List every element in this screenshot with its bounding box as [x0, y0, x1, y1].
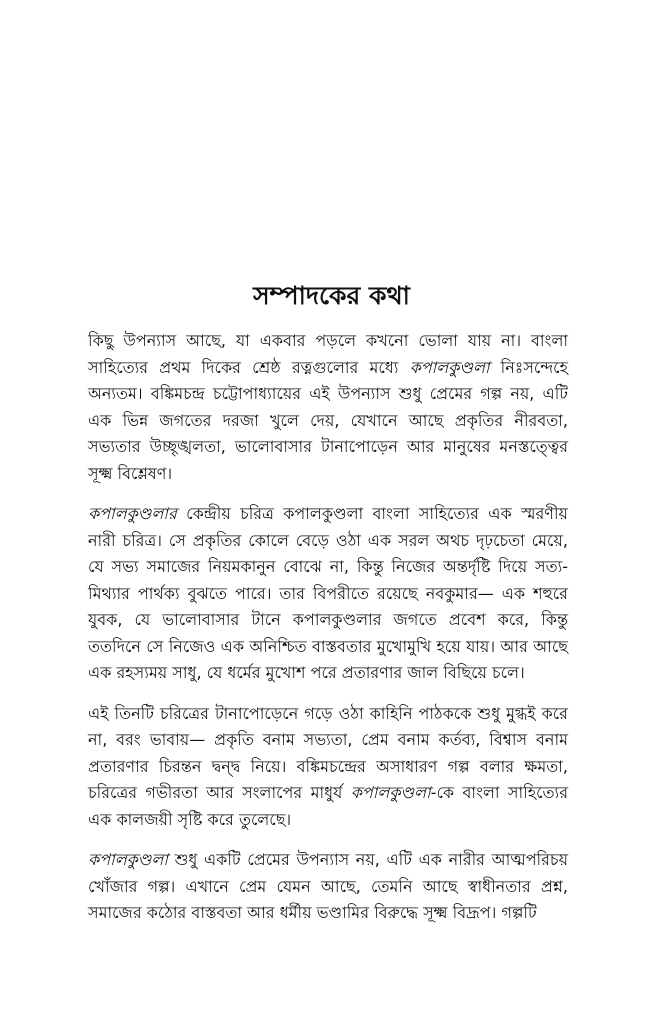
paragraph-1-text: কিছু উপন্যাস আছে, যা একবার পড়লে কখনো ভোলা যায় না। বাংলা সাহিত্যের প্রথম দিকের শ্রেষ্ঠ রত্নগুলোর মধ্যে [88, 331, 568, 377]
paragraph-4-text: শুধু একটি প্রেমের উপন্যাস নয়, এটি এক নারীর আত্মপরিচয় খোঁজার গল্প। এখানে প্রেম যেমন আছে, তেমনি আছে স্বাধীনতার প্রশ্ন, সমাজের কঠোর বাস্তবতা আর ধর্মীয় ভণ্ডামির বিরুদ্ধে সূক্ষ্ম বিদ্রূপ। গল্পটি [88, 850, 568, 922]
paragraph-3-text: এই তিনটি চরিত্রের টানাপোড়েনে গড়ে ওঠা কাহিনি পাঠককে শুধু মুগ্ধই করে না, বরং ভাবায়— প্রকৃতি বনাম সভ্যতা, প্রেম বনাম কর্তব্য, বিশ্বাস বনাম প্রতারণার চিরন্তন দ্বন্দ্ব নিয়ে। বঙ্কিমচন্দ্রের অসাধারণ গল্প বলার ক্ষমতা, চরিত্রের গভীরতা আর সংলাপের মাধুর্য [88, 703, 568, 802]
paragraph-1 [88, 328, 568, 487]
paragraph-1-text-cont: নিঃসন্দেহে অন্যতম। বঙ্কিমচন্দ্র চট্টোপাধ্যায়ের এই উপন্যাস শুধু প্রেমের গল্প নয়, এটি এক ভিন্ন জগতের দরজা খুলে দেয়, যেখানে আছে প্রকৃতির নীরবতা, সভ্যতার উচ্ছৃঙ্খলতা, ভালোবাসার টানাপোড়েন আর মানুষের মনস্তত্ত্বের সূক্ষ্ম বিশ্লেষণ। [88, 357, 568, 483]
paragraph-3 [88, 701, 568, 834]
page-title: সম্পাদকের কথা [253, 281, 410, 310]
body-text [88, 328, 568, 941]
paragraph-2-text: কেন্দ্রীয় চরিত্র কপালকুণ্ডলা বাংলা সাহিত্যের এক স্মরণীয় নারী চরিত্র। সে প্রকৃতির কোলে বেড়ে ওঠা এক সরল অথচ দৃঢ়চেতা মেয়ে, যে সভ্য সমাজের নিয়মকানুন বোঝে না, কিন্তু নিজের অন্তর্দৃষ্টি দিয়ে সত্য-মিথ্যার পার্থক্য বুঝতে পারে। তার বিপরীতে রয়েছে নবকুমার— এক শহুরে যুবক, যে ভালোবাসার টানে কপালকুণ্ডলার জগতে প্রবেশ করে, কিন্তু ততদিনে সে নিজেও এক অনিশ্চিত বাস্তবতার মুখোমুখি হয়ে যায়। আর আছে এক রহস্যময় সাধু, যে ধর্মের মুখোশ পরে প্রতারণার জাল বিছিয়ে চলে। [88, 504, 568, 682]
paragraph-2 [88, 501, 568, 687]
book-title-italic: কপালকুণ্ডলা [350, 783, 431, 802]
book-title-italic: কপালকুণ্ডলার [88, 504, 177, 523]
book-title-italic: কপালকুণ্ডলা [88, 850, 168, 869]
paragraph-3-text-cont: -কে বাংলা সাহিত্যের এক কালজয়ী সৃষ্টি করে তুলেছে। [88, 783, 568, 829]
book-title-italic: কপালকুণ্ডলা [409, 357, 490, 377]
paragraph-4 [88, 847, 568, 927]
